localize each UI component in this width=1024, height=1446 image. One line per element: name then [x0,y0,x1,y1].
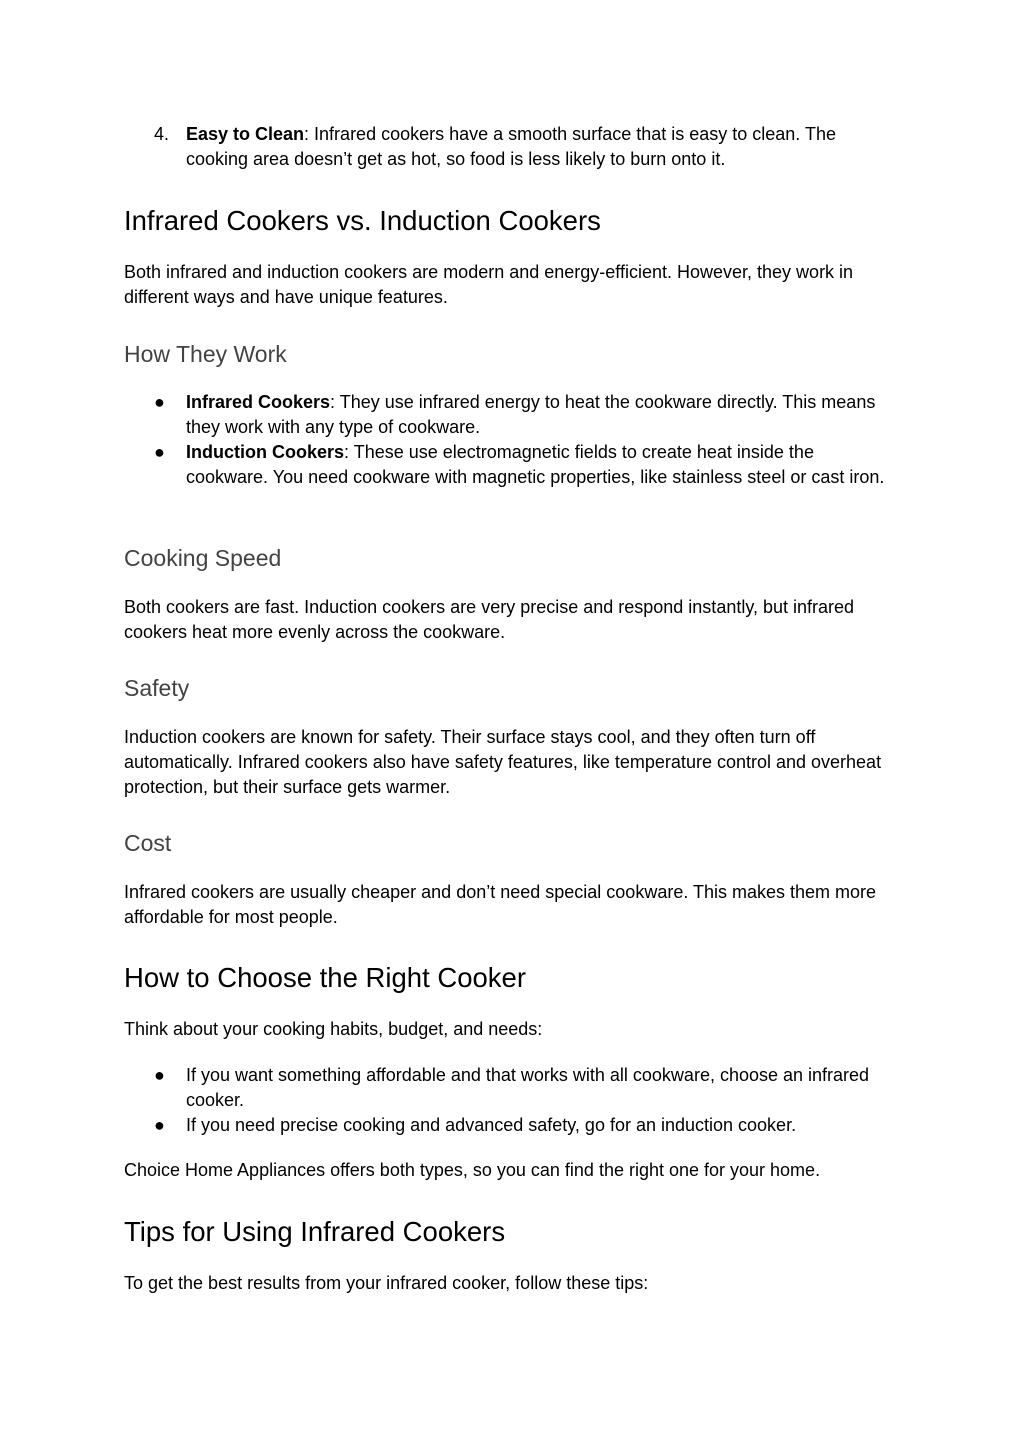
comparison-intro-paragraph: Both infrared and induction cookers are modern and energy-efficient. However, they work in different ways and have unique features. [124,262,854,307]
list-item-term: Induction Cookers [186,442,345,462]
cooking-speed-paragraph: Both cookers are fast. Induction cookers are very precise and respond instantly, but infrared cookers heat more evenly across the cookware. [124,597,855,642]
list-item-term: Infrared Cookers [186,392,331,412]
subheading-how-they-work: How They Work [124,341,287,367]
list-item-text [186,122,891,172]
list-item-text [186,390,891,440]
bullet-icon: ● [154,1115,165,1135]
list-item-term: Easy to Clean [186,124,305,144]
subheading-cost: Cost [124,830,172,856]
list-item-description: : These use electromagnetic fields to create heat inside the cookware. You need cookware with magnetic properties, like stainless steel or cast iron. [186,442,885,487]
subheading-cooking-speed: Cooking Speed [124,545,282,571]
list-item-text: If you need precise cooking and advanced safety, go for an induction cooker. [186,1115,797,1135]
choose-closing-paragraph: Choice Home Appliances offers both types, so you can find the right one for your home. [124,1160,821,1180]
section-heading-comparison: Infrared Cookers vs. Induction Cookers [124,205,601,236]
subheading-safety: Safety [124,675,190,701]
list-item-text [186,440,891,490]
list-item-description: : Infrared cookers have a smooth surface that is easy to clean. The cooking area doesn’t get as hot, so food is less likely to burn onto it. [186,124,836,169]
cost-paragraph: Infrared cookers are usually cheaper and don’t need special cookware. This makes them more affordable for most people. [124,882,877,927]
section-heading-choose: How to Choose the Right Cooker [124,962,527,993]
bullet-icon: ● [154,442,165,462]
list-number: 4. [154,124,170,144]
section-heading-tips: Tips for Using Infrared Cookers [124,1216,506,1247]
bullet-icon: ● [154,392,165,412]
list-item-description: : They use infrared energy to heat the cookware directly. This means they work with any type of cookware. [186,392,876,437]
safety-paragraph: Induction cookers are known for safety. Their surface stays cool, and they often turn off automatically. Infrared cookers also have safety features, like temperature control and overheat protection, but their surface gets warmer. [124,727,882,797]
tips-intro-paragraph: To get the best results from your infrared cooker, follow these tips: [124,1273,649,1293]
choose-intro-paragraph: Think about your cooking habits, budget, and needs: [124,1019,543,1039]
list-item-text: If you want something affordable and that works with all cookware, choose an infrared cooker. [186,1065,870,1110]
bullet-icon: ● [154,1065,165,1085]
